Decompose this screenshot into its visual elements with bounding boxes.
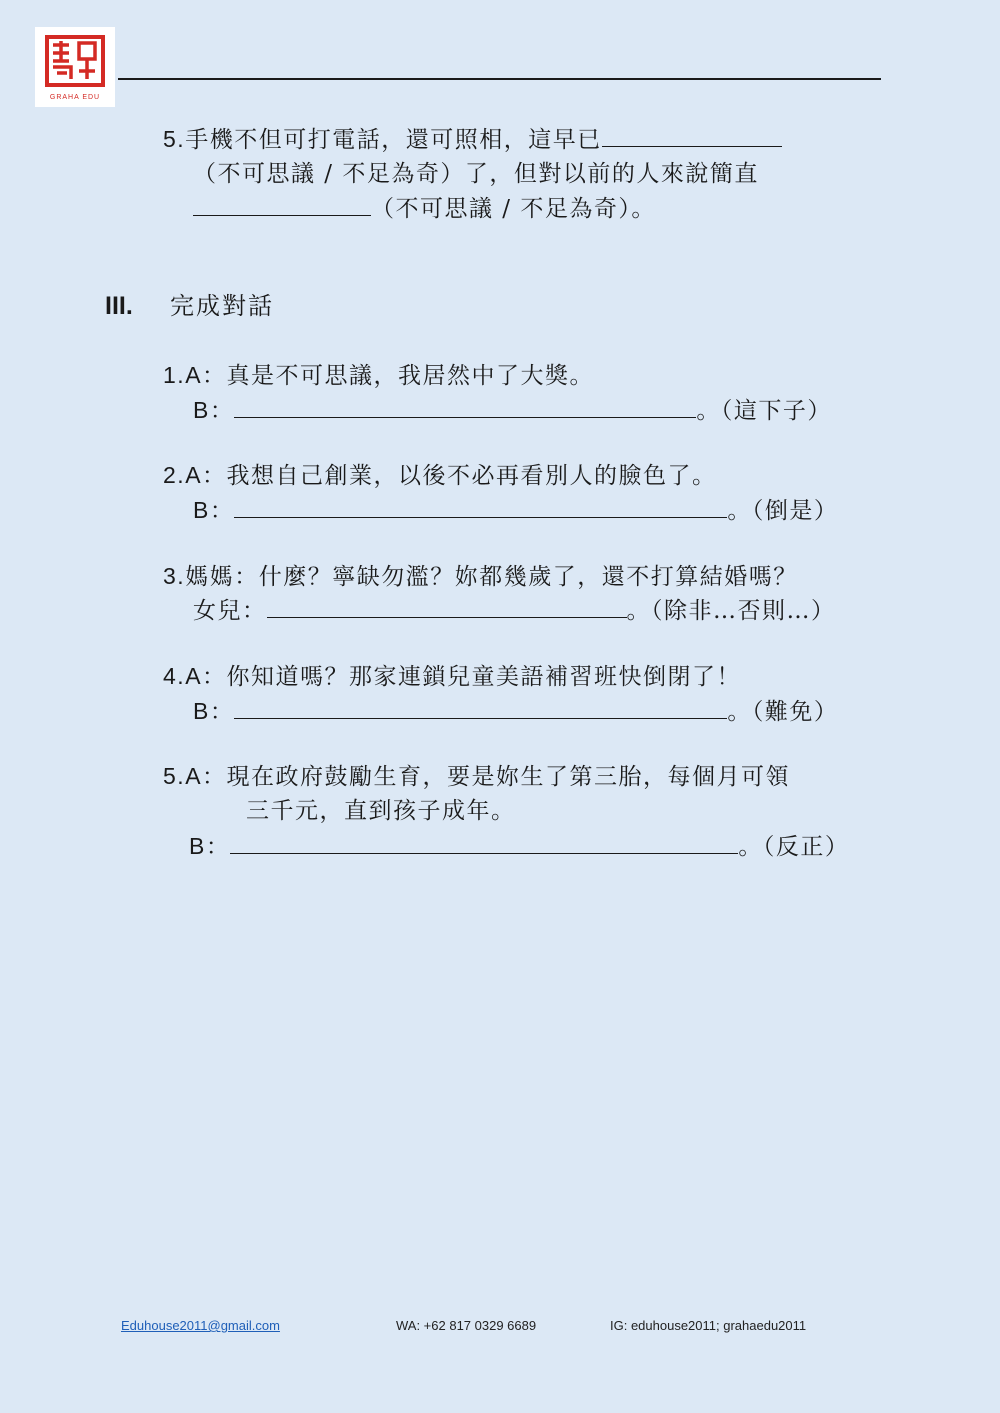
- dialogue-1-answer-blank[interactable]: [234, 395, 696, 418]
- q5-line1: [163, 122, 782, 157]
- dialogue-4-answer-blank[interactable]: [234, 696, 727, 719]
- dialogue-2-speaker-b: B：: [193, 497, 235, 523]
- dialogue-4-speaker-a: A：: [185, 663, 227, 689]
- section-number: III.: [105, 292, 133, 320]
- dialogue-2-text-a: 我想自己創業，以後不必再看別人的臉色了。: [226, 463, 717, 489]
- dialogue-2-line-a: [163, 458, 717, 493]
- q5-text1: 手機不但可打電話，還可照相，這早已: [185, 127, 602, 153]
- dialogue-4-speaker-b: B：: [193, 698, 235, 724]
- dialogue-5-answer-blank[interactable]: [230, 831, 738, 854]
- dialogue-3-line-b: [193, 594, 836, 628]
- email-link[interactable]: Eduhouse2011@gmail.com: [121, 1318, 280, 1333]
- dialogue-4-text-a: 你知道嗎？那家連鎖兒童美語補習班快倒閉了！: [226, 664, 742, 690]
- footer-wa: WA: +62 817 0329 6689: [396, 1318, 537, 1333]
- dialogue-3-number: 3.: [163, 563, 186, 589]
- dialogue-1-line-b: [193, 393, 832, 428]
- dialogue-3-answer-blank[interactable]: [267, 595, 627, 618]
- dialogue-2-number: 2.: [163, 462, 186, 488]
- dialogue-2-line-b: [193, 493, 838, 528]
- dialogue-5-text-a: 現在政府鼓勵生育，要是妳生了第三胎，每個月可領: [226, 764, 791, 790]
- dialogue-3-hint: 。（除非…否則…）: [626, 598, 836, 624]
- section-title: 完成對話: [170, 292, 274, 320]
- dialogue-1-number: 1.: [163, 362, 186, 388]
- dialogue-2-answer-blank[interactable]: [234, 495, 727, 518]
- q5-line2: （不可思議 / 不足為奇）了，但對以前的人來說簡直: [193, 161, 759, 187]
- dialogue-1-speaker-a: A：: [185, 362, 227, 388]
- dialogue-5-line-b: [189, 829, 849, 864]
- dialogue-1-hint: 。（這下子）: [696, 398, 832, 424]
- logo: [35, 27, 115, 107]
- dialogue-5-line-a2: 三千元，直到孩子成年。: [246, 798, 516, 824]
- dialogue-3-speaker-a: 媽媽：: [185, 564, 259, 590]
- dialogue-4-hint: 。（難免）: [727, 699, 839, 725]
- dialogue-3-text-a: 什麼？寧缺勿濫？妳都幾歲了，還不打算結婚嗎？: [258, 564, 798, 590]
- dialogue-1-text-a: 真是不可思議，我居然中了大獎。: [226, 363, 595, 389]
- dialogue-5-hint: 。（反正）: [738, 834, 850, 860]
- header-rule: [118, 78, 881, 80]
- dialogue-5-number: 5.: [163, 763, 186, 789]
- footer-email[interactable]: [121, 1318, 280, 1333]
- q5-text3: （不可思議 / 不足為奇）。: [371, 196, 656, 222]
- q5-blank2[interactable]: [193, 193, 371, 216]
- logo-text: GRAHA EDU: [49, 94, 101, 101]
- dialogue-5-speaker-b: B：: [189, 833, 231, 859]
- dialogue-4-number: 4.: [163, 663, 186, 689]
- dialogue-1-line-a: [163, 358, 594, 393]
- dialogue-3-line-a: [163, 559, 798, 594]
- dialogue-5-speaker-a: A：: [185, 763, 227, 789]
- dialogue-2-speaker-a: A：: [185, 462, 227, 488]
- q5-number: 5.: [163, 126, 186, 152]
- q5-line3: [193, 192, 656, 226]
- dialogue-1-speaker-b: B：: [193, 397, 235, 423]
- dialogue-2-hint: 。（倒是）: [727, 498, 839, 524]
- dialogue-5-line-a: [163, 759, 790, 794]
- footer-ig: IG: eduhouse2011; grahaedu2011: [610, 1318, 807, 1333]
- dialogue-4-line-b: [193, 694, 838, 729]
- q5-blank1[interactable]: [602, 124, 782, 147]
- dialogue-3-speaker-b: 女兒：: [193, 598, 267, 624]
- dialogue-4-line-a: [163, 659, 741, 694]
